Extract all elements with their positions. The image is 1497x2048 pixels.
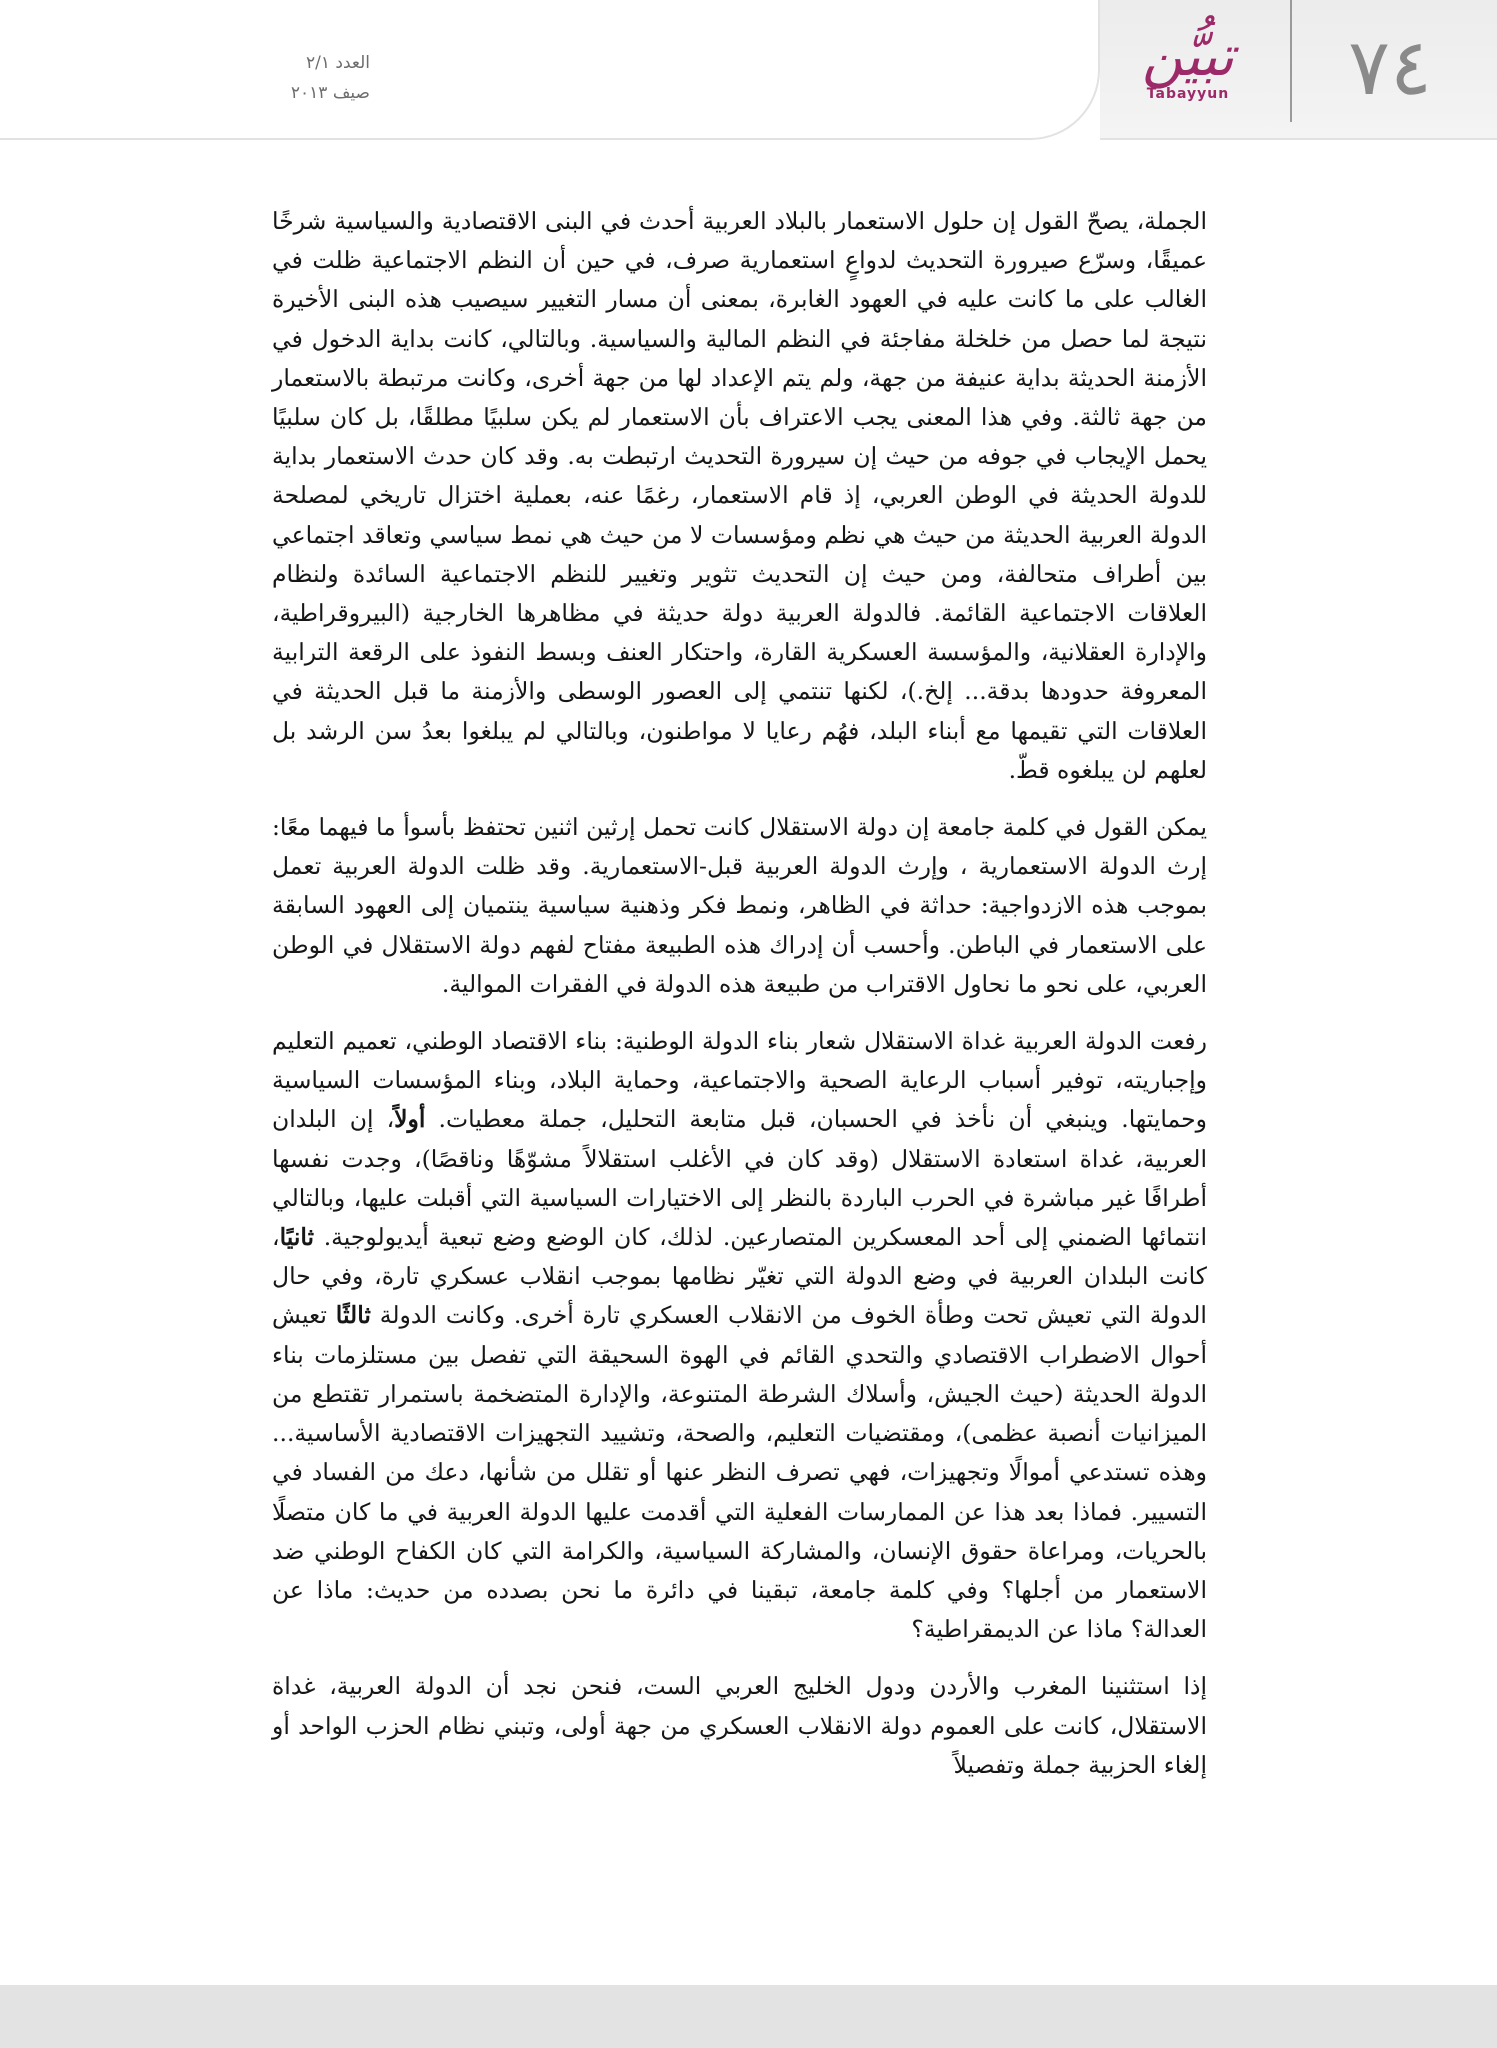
paragraph-3-intro: رفعت الدولة العربية غداة الاستقلال شعار بناء الدولة الوطنية: بناء الاقتصاد الوطني، تعميم التعليم وإجباريته، توفير أسباب الرعاية الصحية والاجتماعية، وحماية البلاد، وبناء المؤسسات السياسية وحمايتها. وينبغي أن نأخذ في الحسبان، قبل متابعة التحليل، جملة معطيات.: [272, 1027, 1207, 1134]
logo-latin-text: Tabayyun: [1146, 86, 1230, 102]
issue-info: [260, 48, 370, 108]
paragraph-3-first-point: ، إن البلدان العربية، غداة استعادة الاستقلال (وقد كان في الأغلب استقلالاً مشوّهًا وناقصًا)، وجدت نفسها أطرافًا غير مباشرة في الحرب الباردة بالنظر إلى الاختيارات السياسية التي أقبلت عليها، وبالتالي انتمائها الضمني إلى أحد المعسكرين المتصارعين. لذلك، كان الوضع وضع تبعية أيديولوجية.: [272, 1105, 1207, 1252]
paragraph-3-second-marker: ثانيًا: [279, 1223, 315, 1252]
header-divider: [1290, 0, 1292, 122]
logo-arabic-text: تبيُّن: [1141, 24, 1234, 89]
paragraph-4: إذا استثنينا المغرب والأردن ودول الخليج العربي الست، فنحن نجد أن الدولة العربية، غداة الاستقلال، كانت على العموم دولة الانقلاب العسكري من جهة أولى، وتبني نظام الحزب الواحد أو إلغاء الحزبية جملة وتفصيلاً: [272, 1672, 1207, 1779]
page-header: [0, 0, 1497, 140]
journal-logo: [1118, 22, 1258, 122]
issue-season: صيف ٢٠١٣: [290, 83, 370, 103]
paragraph-3-second-point: ، كانت البلدان العربية في وضع الدولة التي تغيّر نظامها بموجب انقلاب عسكري تارة، وفي حال الدولة التي تعيش تحت وطأة الخوف من الانقلاب العسكري تارة أخرى. وكانت الدولة: [272, 1223, 1207, 1330]
paragraph-2: يمكن القول في كلمة جامعة إن دولة الاستقلال كانت تحمل إرثين اثنين تحتفظ بأسوأ ما فيهما معًا: إرث الدولة الاستعمارية ، وإرث الدولة العربية قبل-الاستعمارية. وقد ظلت الدولة العربية تعمل بموجب هذه الازدواجية: حداثة في الظاهر، ونمط فكر وذهنية سياسية ينتميان إلى العهود السابقة على الاستعمار في الباطن. وأحسب أن إدراك هذه الطبيعة مفتاح لفهم دولة الاستقلال في الوطن العربي، على نحو ما نحاول الاقتراب من طبيعة هذه الدولة في الفقرات الموالية.: [272, 813, 1207, 998]
page-number: ٧٤: [1348, 23, 1432, 113]
paragraph-1: الجملة، يصحّ القول إن حلول الاستعمار بالبلاد العربية أحدث في البنى الاقتصادية والسياسية شرخًا عميقًا، وسرّع صيرورة التحديث لدواعٍ استعمارية صرف، في حين أن النظم الاجتماعية ظلت في الغالب على ما كانت عليه في العهود الغابرة، بمعنى أن مسار التغيير سيصيب هذه البنى الأخيرة نتيجة لما حصل من خلخلة مفاجئة في النظم المالية والسياسية. وبالتالي، كانت بداية الدخول في الأزمنة الحديثة بداية عنيفة من جهة، ولم يتم الإعداد لها من جهة أخرى، وكانت مرتبطة بالاستعمار من جهة ثالثة. وفي هذا المعنى يجب الاعتراف بأن الاستعمار لم يكن سلبيًا مطلقًا، بل كان سلبيًا يحمل الإيجاب في جوفه من حيث إن سيرورة التحديث ارتبطت به. وقد كان حدث الاستعمار بداية للدولة الحديثة في الوطن العربي، إذ قام الاستعمار، رغمًا عنه، بعملية اختزال تاريخي لمصلحة الدولة العربية الحديثة من حيث هي نظم ومؤسسات لا من حيث هي نمط سياسي وتعاقد اجتماعي بين أطراف متحالفة، ومن حيث إن التحديث تثوير وتغيير للنظم الاجتماعية السائدة ولنظام العلاقات الاجتماعية القائمة. فالدولة العربية دولة حديثة في مظاهرها الخارجية (البيروقراطية، والإدارة العقلانية، والمؤسسة العسكرية القارة، واحتكار العنف وبسط النفوذ على الرقعة الترابية المعروفة حدودها بدقة... إلخ.)، لكنها تنتمي إلى العصور الوسطى والأزمنة ما قبل الحديثة في العلاقات التي تقيمها مع أبناء البلد، فهُم رعايا لا مواطنون، وبالتالي لم يبلغوا بعدُ سن الرشد بل لعلهم لن يبلغوه قطّ.: [272, 207, 1207, 784]
paragraph-3-third-marker: ثالثًا: [335, 1301, 371, 1330]
paragraph-3-third-point: تعيش أحوال الاضطراب الاقتصادي والتحدي القائم في الهوة السحيقة التي تفصل بين مستلزمات بناء الدولة الحديثة (حيث الجيش، وأسلاك الشرطة المتنوعة، والإدارة المتضخمة باستمرار تقتطع من الميزانيات أنصبة عظمى)، ومقتضيات التعليم، والصحة، وتشييد التجهيزات الاقتصادية الأساسية... وهذه تستدعي أموالًا وتجهيزات، فهي تصرف النظر عنها أو تقلل من شأنها، دعك من الفساد في التسيير. فماذا بعد هذا عن الممارسات الفعلية التي أقدمت عليها الدولة العربية في ما كان متصلًا بالحريات، ومراعاة حقوق الإنسان، والمشاركة السياسية، والكرامة التي كان الكفاح الوطني ضد الاستعمار من أجلها؟ وفي كلمة جامعة، تبقينا في دائرة ما نحن بصدده من حديث: ماذا عن العدالة؟ ماذا عن الديمقراطية؟: [272, 1301, 1207, 1644]
header-curve-decoration: [0, 0, 1100, 140]
paragraph-3: [272, 1022, 1207, 1649]
page-footer-strip: [0, 1985, 1497, 2048]
issue-number: العدد ٢/١: [305, 53, 370, 73]
article-body: [272, 202, 1207, 1803]
paragraph-3-first-marker: أولاً: [394, 1105, 426, 1134]
